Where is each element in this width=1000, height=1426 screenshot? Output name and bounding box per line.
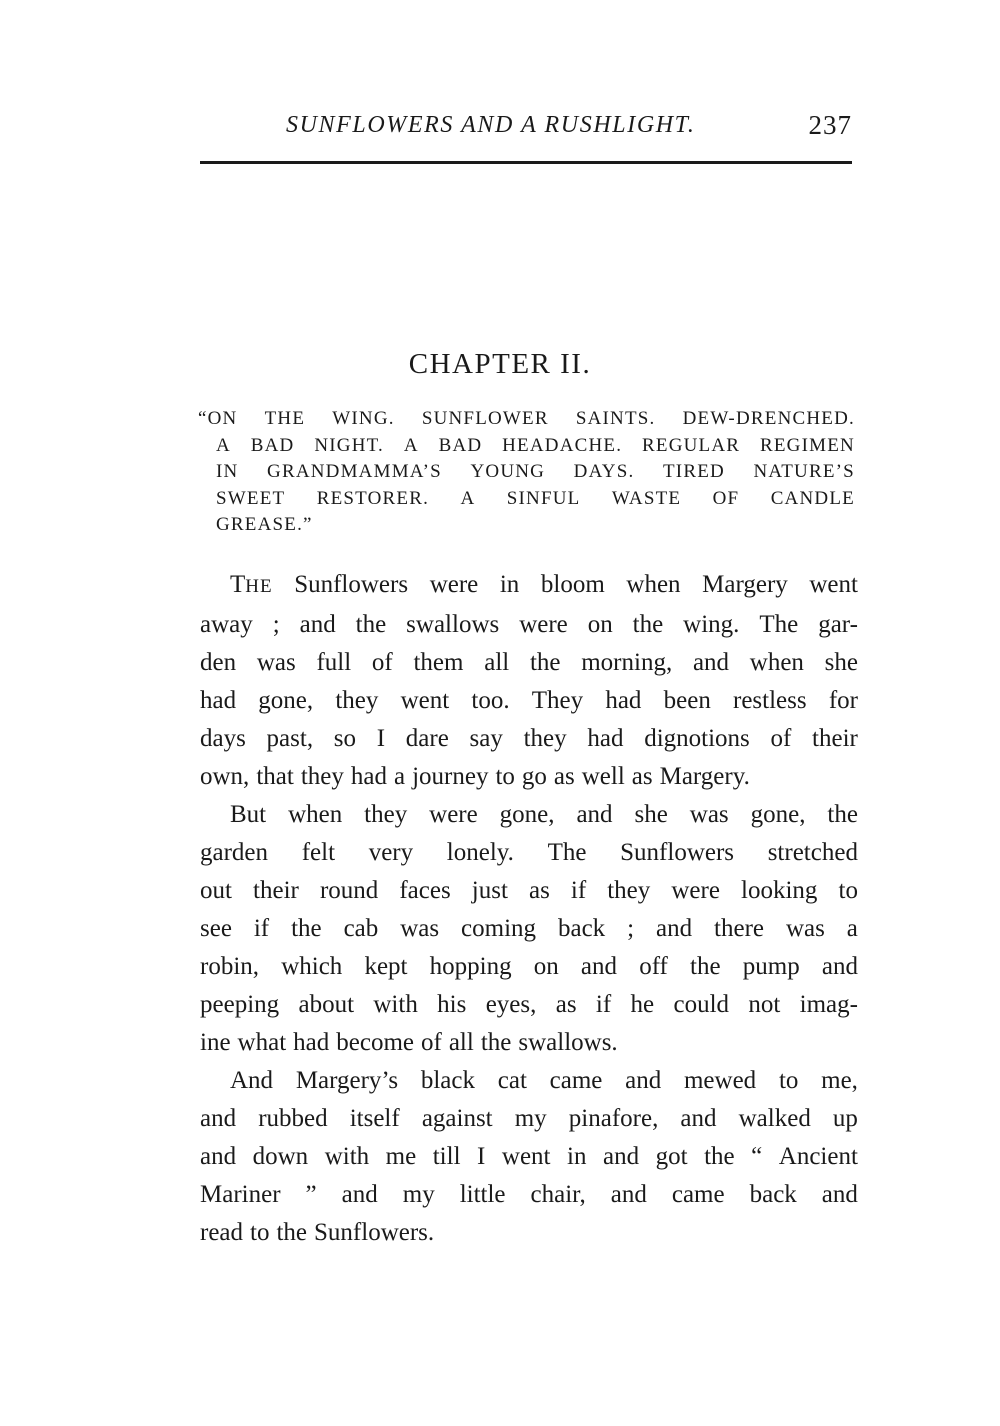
text-line: out their round faces just as if they were looking to	[200, 877, 858, 904]
synopsis-line: IN GRANDMAMMA’S YOUNG DAYS. TIRED NATURE’S	[216, 461, 855, 482]
paragraph	[200, 566, 858, 796]
text-line: own, that they had a journey to go as well as Margery.	[200, 763, 750, 790]
text-line: Mariner ” and my little chair, and came back and	[200, 1181, 858, 1208]
text-line: ine what had become of all the swallows.	[200, 1029, 618, 1056]
text-line: days past, so I dare say they had dignotions of their	[200, 725, 858, 752]
text-line: and rubbed itself against my pinafore, and walked up	[200, 1105, 858, 1132]
text-line: But when they were gone, and she was gone, the	[230, 801, 858, 828]
body-text	[200, 566, 858, 1252]
text-line: THE Sunflowers were in bloom when Margery went	[230, 571, 858, 598]
paragraph	[200, 796, 858, 1062]
synopsis-line: A BAD NIGHT. A BAD HEADACHE. REGULAR REGIMEN	[216, 434, 855, 456]
text-line: away ; and the swallows were on the wing. The gar-	[200, 611, 858, 638]
running-title: SUNFLOWERS AND A RUSHLIGHT.	[286, 112, 696, 138]
chapter-title: CHAPTER II.	[408, 348, 592, 380]
synopsis-line: SWEET RESTORER. A SINFUL WASTE OF CANDLE	[216, 487, 855, 509]
text-line: den was full of them all the morning, and when she	[200, 649, 858, 676]
text-line: And Margery’s black cat came and mewed to me,	[230, 1067, 858, 1094]
page-number: 237	[808, 110, 852, 140]
synopsis-line: GREASE.”	[216, 514, 313, 535]
text-line: read to the Sunflowers.	[200, 1219, 435, 1246]
text-line: see if the cab was coming back ; and there was a	[200, 915, 858, 942]
running-head	[200, 108, 852, 148]
text-line: peeping about with his eyes, as if he could not imag-	[200, 991, 858, 1018]
chapter-synopsis	[198, 406, 855, 539]
text-line: garden felt very lonely. The Sunflowers stretched	[200, 839, 858, 866]
paragraph	[200, 1062, 858, 1252]
header-rule	[200, 161, 852, 164]
text-line: had gone, they went too. They had been restless for	[200, 687, 858, 714]
text-line: and down with me till I went in and got the “ Ancient	[200, 1143, 858, 1170]
text-line: robin, which kept hopping on and off the pump and	[200, 953, 858, 980]
synopsis-line: “ON THE WING. SUNFLOWER SAINTS. DEW-DRENCHED.	[198, 408, 855, 429]
